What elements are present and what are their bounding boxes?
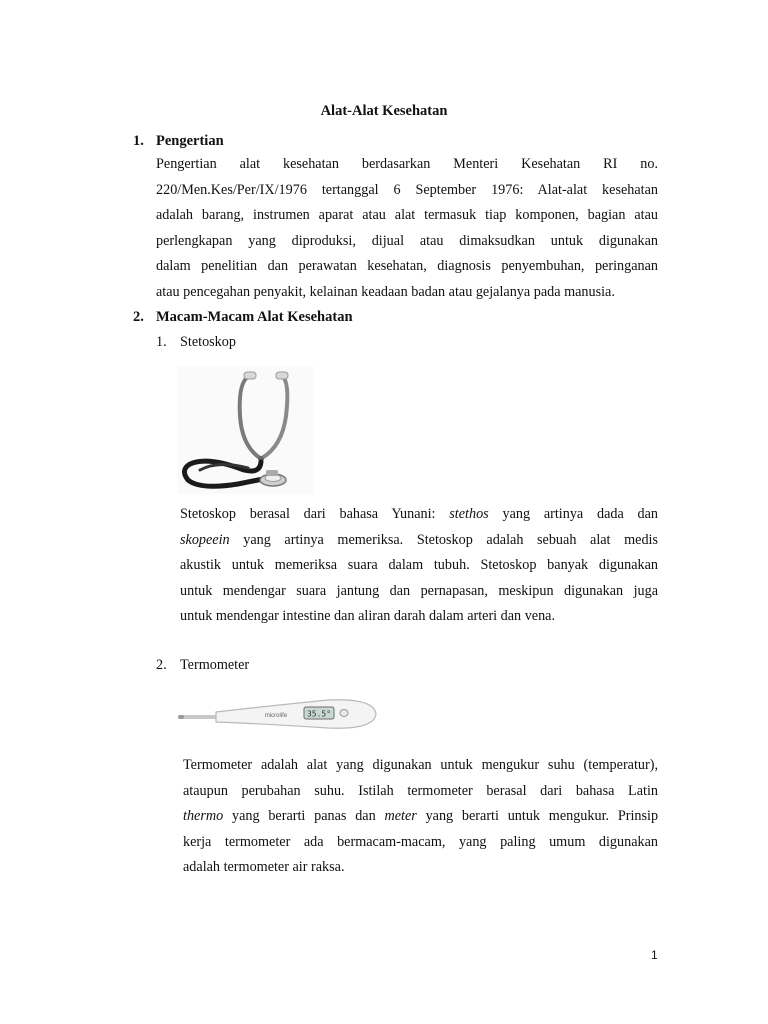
- section-1-number: 1.: [133, 133, 144, 149]
- section-2-number: 2.: [133, 309, 144, 325]
- item-1-label: Stetoskop: [180, 334, 236, 350]
- page-number: 1: [651, 948, 658, 962]
- section-1-paragraph: [156, 152, 658, 306]
- paragraph-line: untuk mendengar suara jantung dan pernapasan, meskipun digunakan juga: [180, 582, 658, 599]
- paragraph-line: dalam penelitian dan perawatan kesehatan, diagnosis penyembuhan, peringanan: [156, 258, 658, 275]
- item-2-label: Termometer: [180, 657, 250, 673]
- item-1-description: Stetoskop berasal dari bahasa Yunani: stethos yang artinya dada dan skopeein yang artinya memeriksa. Stetoskop adalah sebuah alat medis akustik untuk memeriksa suara dalam tubuh. Stetoskop banyak digunakan untuk mendengar suara jantung dan pernapasan, meskipun digunakan juga untuk mendengar intestine dan aliran darah dalam arteri dan vena.: [180, 502, 658, 630]
- paragraph-line: untuk mendengar intestine dan aliran darah dalam arteri dan vena.: [180, 608, 556, 625]
- svg-text:microlife: microlife: [264, 713, 288, 719]
- paragraph-line: akustik untuk memeriksa suara dalam tubuh. Stetoskop banyak digunakan: [180, 557, 658, 574]
- svg-text:35.5°: 35.5°: [306, 709, 332, 719]
- item-1-number: 1.: [156, 334, 167, 350]
- item-2-description: Termometer adalah alat yang digunakan untuk mengukur suhu (temperatur), ataupun perubahan suhu. Istilah termometer berasal dari bahasa Latin thermo yang berarti panas dan meter yang berarti untuk mengukur. Prinsip kerja termometer ada bermacam-macam, yang paling umum digunakan adalah termometer air raksa.: [183, 753, 658, 881]
- paragraph-line: atau pencegahan penyakit, kelainan keadaan badan atau gejalanya pada manusia.: [156, 283, 615, 300]
- thermometer-image: [178, 694, 382, 734]
- section-2-heading: Macam-Macam Alat Kesehatan: [156, 309, 353, 325]
- paragraph-line: Pengertian alat kesehatan berdasarkan Menteri Kesehatan RI no.: [156, 156, 658, 172]
- page-title: Alat-Alat Kesehatan: [320, 103, 448, 119]
- section-1-heading: Pengertian: [156, 133, 224, 149]
- paragraph-line: adalah barang, instrumen aparat atau alat termasuk tiap komponen, bagian atau: [156, 207, 658, 224]
- paragraph-line: Termometer adalah alat yang digunakan untuk mengukur suhu (temperatur),: [183, 757, 658, 773]
- stethoscope-image: [178, 366, 314, 494]
- paragraph-line: 220/Men.Kes/Per/IX/1976 tertanggal 6 September 1976: Alat-alat kesehatan: [156, 181, 658, 198]
- paragraph-line: perlengkapan yang diproduksi, dijual atau dimaksudkan untuk digunakan: [156, 232, 658, 249]
- item-2-number: 2.: [156, 657, 167, 673]
- paragraph-line: ataupun perubahan suhu. Istilah termometer berasal dari bahasa Latin: [183, 782, 658, 799]
- paragraph-line: adalah termometer air raksa.: [183, 859, 345, 876]
- paragraph-line: kerja termometer ada bermacam-macam, yang paling umum digunakan: [183, 833, 658, 850]
